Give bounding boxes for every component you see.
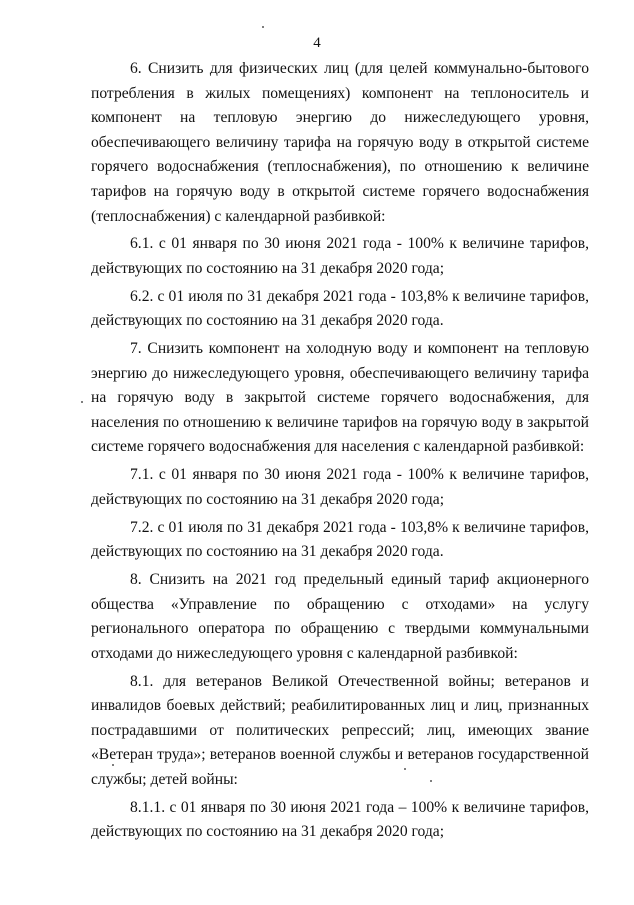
scan-speck (112, 764, 114, 766)
paragraph-8: 8. Снизить на 2021 год предельный единый тариф акционерного общества «Управление по обращению с отходами» на услугу регионального оператора по обращению с твердыми коммунальными отходами до нижеследующего уровня с календарной разбивкой: (91, 571, 589, 662)
paragraph-6: 6. Снизить для физических лиц (для целей коммунально-бытового потребления в жилых помещениях) компонент на теплоноситель и компонент на тепловую энергию до нижеследующего уровня, обеспечивающего величину тарифа на горячую воду в открытой системе горячего водоснабжения (теплоснабжения), по отношению к величине тарифов на горячую воду в открытой системе горячего водоснабжения (теплоснабжения) с календарной разбивкой: (91, 60, 589, 225)
paragraph-7-1: 7.1. с 01 января по 30 июня 2021 года - 100% к величине тарифов, действующих по состоянию на 31 декабря 2020 года; (91, 466, 589, 508)
scan-speck (404, 768, 406, 770)
paragraph-6-1: 6.1. с 01 января по 30 июня 2021 года - 100% к величине тарифов, действующих по состоянию на 31 декабря 2020 года; (91, 235, 589, 277)
paragraph-7-2: 7.2. с 01 июля по 31 декабря 2021 года - 103,8% к величине тарифов, действующих по состоянию на 31 декабря 2020 года. (91, 518, 589, 561)
paragraph-8-1-1: 8.1.1. с 01 января по 30 июня 2021 года – 100% к величине тарифов, действующих по состоянию на 31 декабря 2020 года; (91, 798, 589, 841)
scan-speck (262, 26, 264, 28)
document-body (91, 57, 589, 848)
paragraph-8-1: 8.1. для ветеранов Великой Отечественной войны; ветеранов и инвалидов боевых действий; реабилитированных лиц и лиц, признанных пострадавшими от политических репрессий; лиц, имеющих звание «Ветеран труда»; ветеранов военной службы и ветеранов государственной службы; детей войны: (91, 672, 589, 788)
paragraph-6-2: 6.2. с 01 июля по 31 декабря 2021 года - 103,8% к величине тарифов, действующих по состоянию на 31 декабря 2020 года. (91, 287, 589, 330)
scan-speck (430, 780, 432, 782)
page-number: 4 (313, 35, 321, 51)
scan-speck (81, 401, 83, 403)
paragraph-7: 7. Снизить компонент на холодную воду и компонент на тепловую энергию до нижеследующего уровня, обеспечивающего величину тарифа на горячую воду в закрытой системе горячего водоснабжения, для населения по отношению к величине тарифов на горячую воду в закрытой системе горячего водоснабжения для населения с календарной разбивкой: (91, 340, 589, 456)
